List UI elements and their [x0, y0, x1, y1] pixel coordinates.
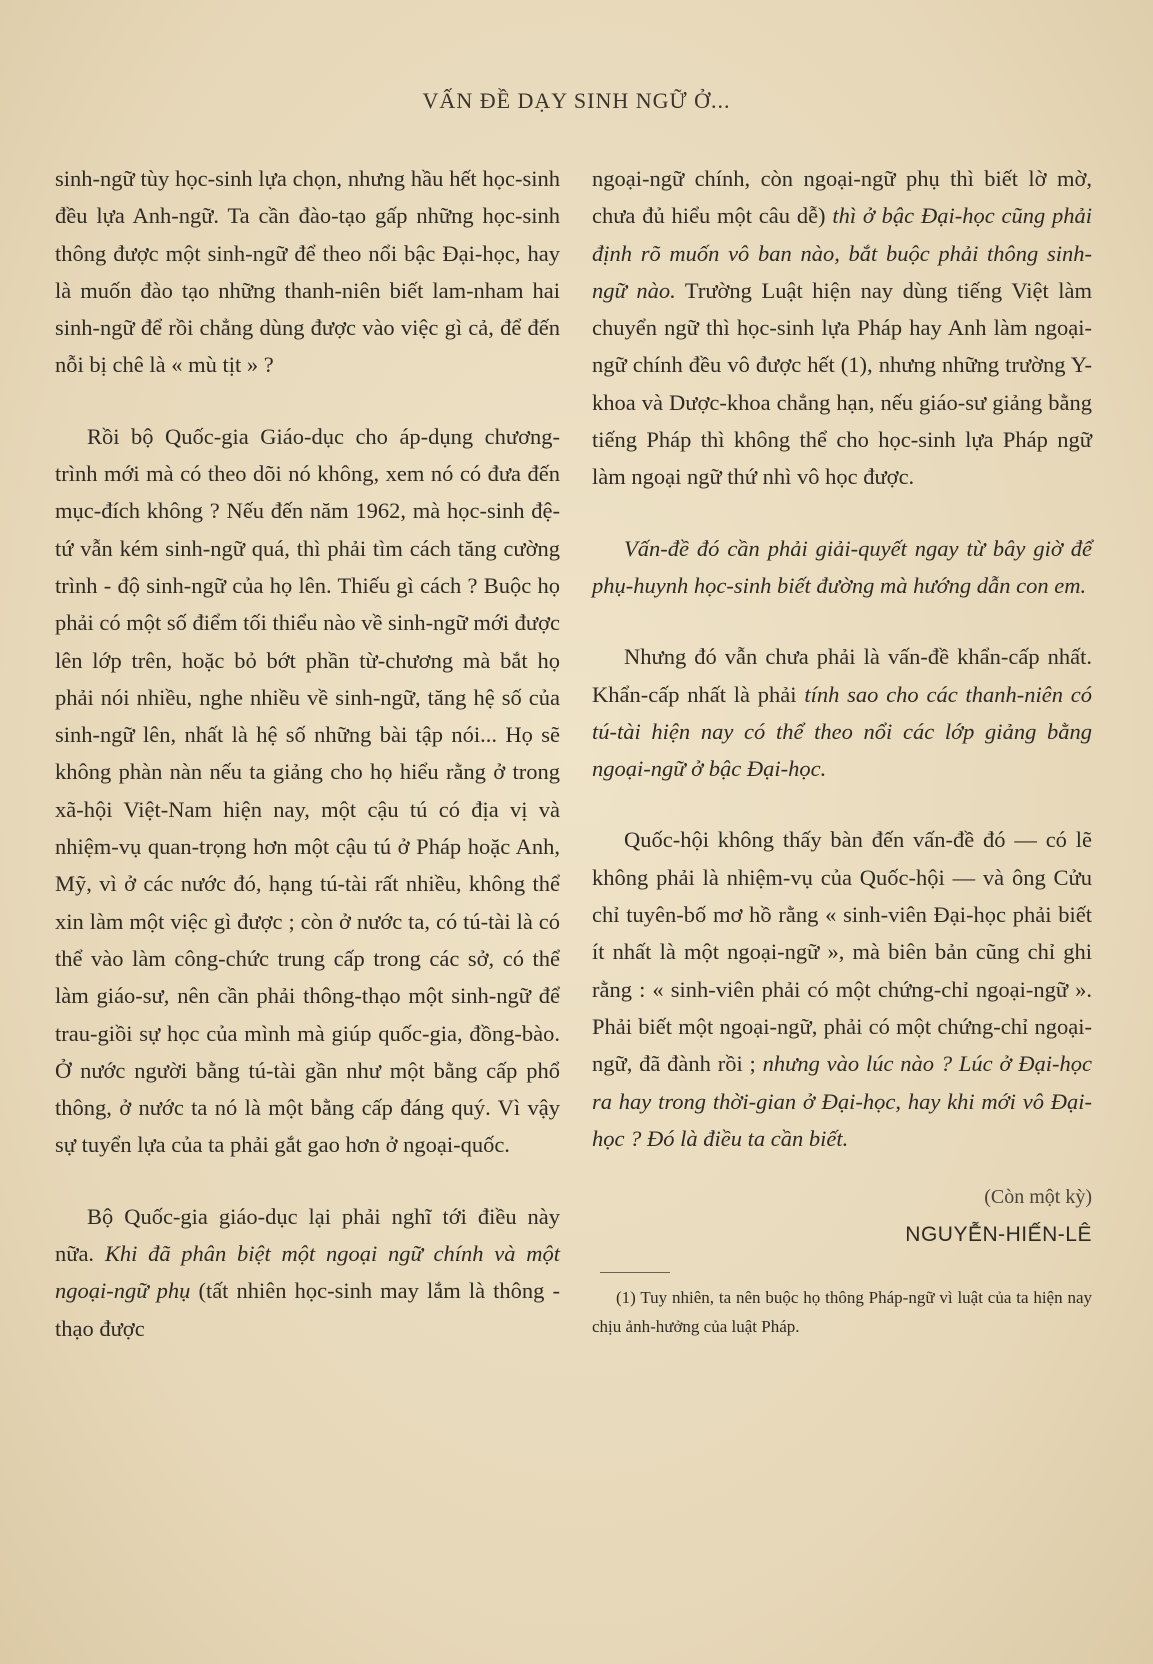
- paragraph: [592, 160, 1092, 496]
- paragraph: [55, 1198, 560, 1347]
- italic-text: tính sao cho các thanh-niên có tú-tài hiện nay có thể theo nổi các lớp giảng bằng ngoại-ngữ ở bậc Đại-học.: [592, 681, 1092, 782]
- text-run: ngoại-ngữ chính, còn ngoại-ngữ phụ thì biết lờ mờ, chưa đủ hiểu một câu dễ): [592, 166, 1092, 229]
- continued-note: (Còn một kỳ): [984, 1186, 1092, 1209]
- paragraph: sinh-ngữ tùy học-sinh lựa chọn, nhưng hầu hết học-sinh đều lựa Anh-ngữ. Ta cần đào-tạo gấp những học-sinh thông được một sinh-ngữ để theo nổi bậc Đại-học, hay là muốn đào tạo những thanh-niên biết lam-nham hai sinh-ngữ để rồi chẳng dùng được vào việc gì cả, để đến nỗi bị chê là « mù tịt » ?: [55, 166, 560, 378]
- paragraph: Rồi bộ Quốc-gia Giáo-dục cho áp-dụng chương-trình mới mà có theo dõi nó không, xem nó có đưa đến mục-đích không ? Nếu đến năm 1962, mà học-sinh đệ-tứ vẫn kém sinh-ngữ quá, thì phải tìm cách tăng cường trình - độ sinh-ngữ của họ lên. Thiếu gì cách ? Buộc họ phải có một số điểm tối thiểu nào về sinh-ngữ mới được lên lớp trên, hoặc bỏ bớt phần từ-chương mà bắt họ phải nói nhiều, nghe nhiều về sinh-ngữ, tăng hệ số của sinh-ngữ lên, nhất là hệ số những bài tập nói... Họ sẽ không phàn nàn nếu ta giảng cho họ hiểu rằng ở trong xã-hội Việt-Nam hiện nay, một cậu tú có địa vị và nhiệm-vụ quan-trọng hơn một cậu tú ở Pháp hoặc Anh, Mỹ, vì ở các nước đó, hạng tú-tài rất nhiều, không thể xin làm một việc gì được ; còn ở nước ta, có tú-tài là có thể vào làm công-chức trung cấp trong các sở, có thể làm giáo-sư, nên cần phải thông-thạo một sinh-ngữ để trau-giồi sự học của mình mà giúp quốc-gia, đồng-bào. Ở nước người bằng tú-tài gần như một bằng cấp phổ thông, ở nước ta nó là một bằng cấp đáng quý. Vì vậy sự tuyển lựa của ta phải gắt gao hơn ở ngoại-quốc.: [55, 423, 560, 1158]
- left-column: [55, 160, 560, 1347]
- italic-text: Khi đã phân biệt một ngoại ngữ chính và một ngoại-ngữ phụ: [55, 1241, 561, 1304]
- italic-text: Vấn-đề đó cần phải giải-quyết ngay từ bây giờ để phụ-huynh học-sinh biết đường mà hướng dẫn con em.: [592, 535, 1092, 598]
- paragraph: [592, 821, 1092, 1157]
- right-column: [592, 160, 1092, 1341]
- paragraph: [592, 530, 1092, 605]
- footnote-rule: [600, 1272, 670, 1273]
- italic-text: nhưng vào lúc nào ? Lúc ở Đại-học ra hay trong thời-gian ở Đại-học, hay khi mới vô Đại-học ? Đó là điều ta cần biết.: [592, 1051, 1092, 1151]
- running-title: VẤN ĐỀ DẠY SINH NGỮ Ở...: [422, 88, 731, 113]
- author-name: NGUYỄN-HIẾN-LÊ: [905, 1223, 1092, 1247]
- paragraph: [592, 638, 1092, 787]
- text-run: Quốc-hội không thấy bàn đến vấn-đề đó — có lẽ không phải là nhiệm-vụ của Quốc-hội — và ông Cửu chỉ tuyên-bố mơ hồ rằng « sinh-viên Đại-học phải biết ít nhất là một ngoại-ngữ », mà biên bản cũng chỉ ghi rằng : « sinh-viên phải có một chứng-chỉ ngoại-ngữ ». Phải biết một ngoại-ngữ, phải có một chứng-chỉ ngoại-ngữ, đã đành rồi ;: [592, 827, 1092, 1077]
- footnote: (1) Tuy nhiên, ta nên buộc họ thông Pháp-ngữ vì luật của ta hiện nay chịu ảnh-hưởng của luật Pháp.: [592, 1287, 1092, 1336]
- text-run: Trường Luật hiện nay dùng tiếng Việt làm chuyển ngữ thì học-sinh lựa Pháp hay Anh làm ngoại-ngữ chính đều vô được hết (1), nhưng những trường Y-khoa và Dược-khoa chẳng hạn, nếu giáo-sư giảng bằng tiếng Pháp thì không thể cho học-sinh lựa Pháp ngữ làm ngoại ngữ thứ nhì vô học được.: [592, 277, 1093, 490]
- text-run: Bộ Quốc-gia giáo-dục lại phải nghĩ tới điều này nữa.: [55, 1203, 560, 1267]
- text-run: (tất nhiên học-sinh may lắm là thông - thạo được: [55, 1278, 560, 1341]
- text-run: Nhưng đó vẫn chưa phải là vấn-đề khẩn-cấp nhất. Khẩn-cấp nhất là phải: [592, 644, 1092, 707]
- italic-text: thì ở bậc Đại-học cũng phải định rõ muốn vô ban nào, bắt buộc phải thông sinh-ngữ nào.: [592, 203, 1092, 303]
